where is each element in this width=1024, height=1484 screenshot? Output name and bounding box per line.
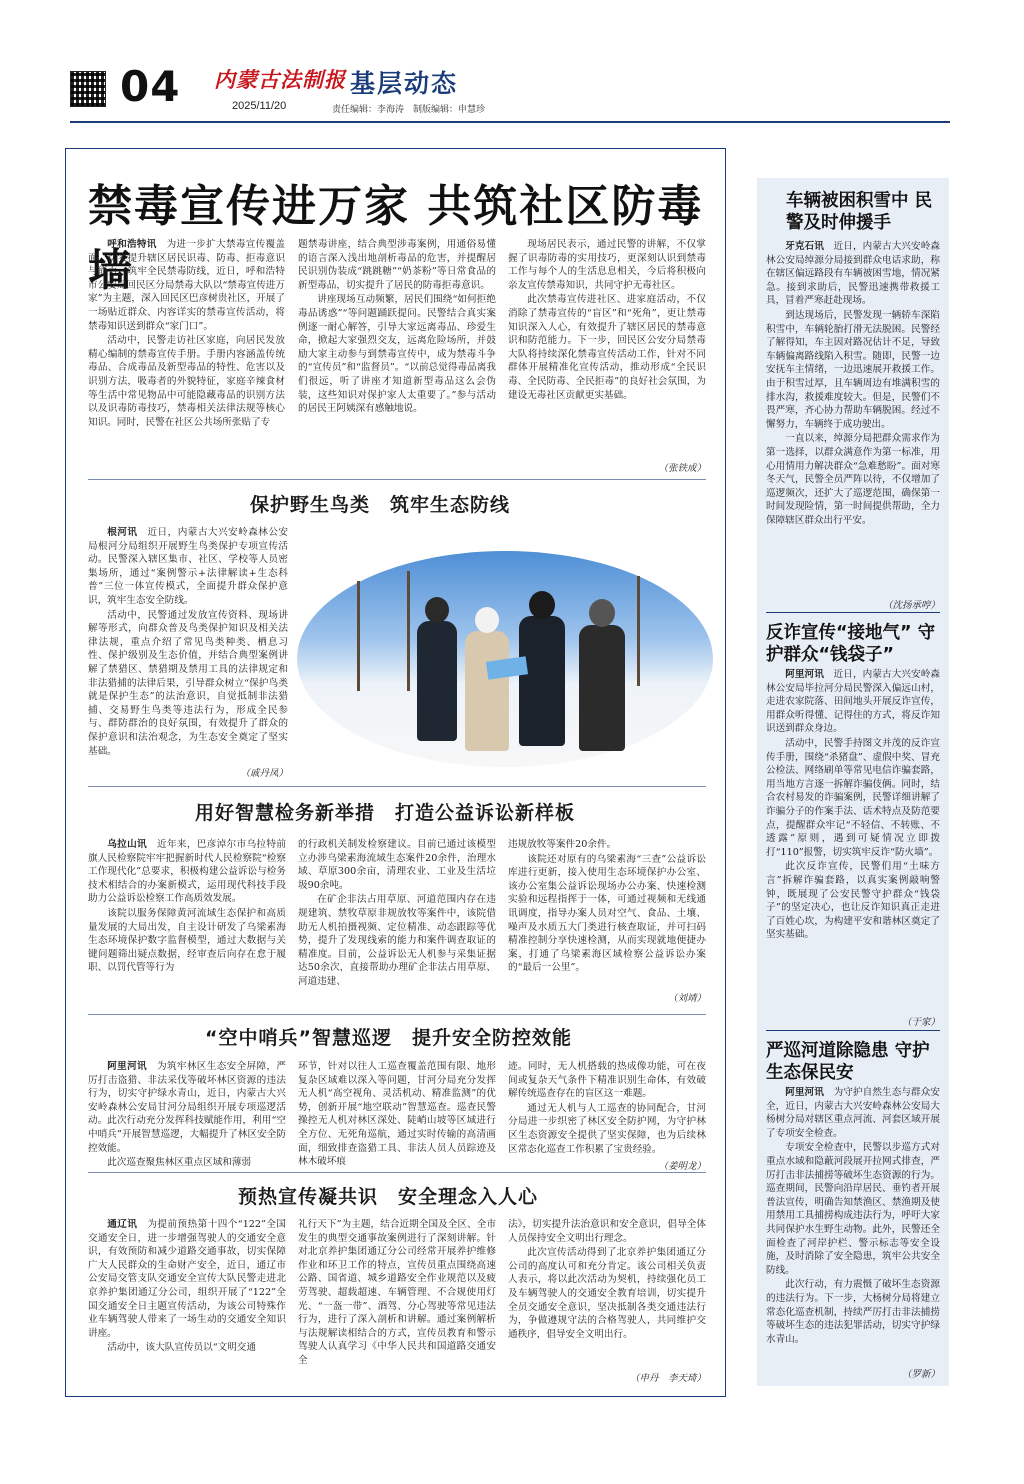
paragraph: 活动中，民警手持图文并茂的反诈宣传手册，围绕“杀猪盘”、虚假中奖、冒充公检法、网络刷单等常见电信诈骗套路，用当地方言逐一拆解诈骗伎俩。同时，结合农村易发的诈骗案例，民警详细讲解了诈骗分子的作案手法、话术特点及防范要点，提醒群众牢记“不轻信、不转账、不透露”原则，遇到可疑情况立即拨打“110”报警，切实筑牢反诈“防火墙”。 bbox=[766, 737, 940, 858]
paragraph: 为提前预热第十四个“122”全国交通安全日，进一步增强驾驶人的交通安全意识，有效预防和减少道路交通事故，切实保障广大人民群众的生命财产安全，近日，通辽市公安局交管支队交通安全宣传大队民警走进北京养护集团通辽分公司，组织开展了“122”全国交通安全日主题宣传活动，为该公司特殊作业车辆驾驶人带来了一场生动的交通安全知识讲座。 bbox=[88, 1219, 286, 1339]
story4-column-3 bbox=[508, 1060, 706, 1156]
paragraph: 讲座现场互动频繁，居民们围绕“如何拒绝毒品诱惑”“等问题踊跃提问。民警结合真实案例逐一耐心解答，引导大家远离毒品、珍爱生命，掀起大家强烈交友，远离危险场所，并鼓励大家主动参与到禁毒宣传中，成为禁毒斗争的“宣传员”和“监督员”。“以前总觉得毒品离我们很远，听了讲座才知道新型毒品这么会伪装，这些知识对保护家人太重要了。”参与活动的居民王阿姨深有感触地说。 bbox=[298, 294, 496, 415]
sidebar-story-3 bbox=[766, 1086, 940, 1366]
paragraph: 在矿企非法占用草原、河道范围内存在违规建筑、禁牧草原非规放牧等案件中，该院借助无人机拍摄视频、定位精准、动态跟踪等优势，提升了发现线索的能力和案件调查取证的精准度。目前，公益诉讼无人机参与采集证据达50余次，直接帮助办理矿企非法占用草原、河道违建、 bbox=[298, 894, 496, 987]
story-body bbox=[88, 526, 289, 757]
sidebar-headline: 反诈宣传“接地气” 守护群众“钱袋子” bbox=[766, 623, 936, 665]
story-headline: “空中哨兵”智慧巡逻 提升安全防控效能 bbox=[205, 1027, 572, 1049]
dateline: 根河讯 bbox=[107, 527, 138, 538]
divider bbox=[766, 612, 940, 613]
police-photo bbox=[297, 551, 713, 767]
paragraph: 该院以服务保障黄河流域生态保护和高质量发展的大局出发，自主设计研发了乌梁素海生态环境保护数字监督模型，通过大数据与关键问题筛出疑点数据，经审查后向存在怠于履职、以罚代管等行为 bbox=[88, 907, 286, 974]
paragraph: 活动中，民警通过发放宣传资料、现场讲解等形式，向群众普及鸟类保护知识及相关法律法规，重点介绍了常见鸟类种类、栖息习性、保护级别及生态价值，并结合典型案例讲解了禁猎区、禁猎期及禁用工具的法律规定和非法猎捕的法律后果，引导群众树立“保护鸟类就是保护生态”的法治意识，自觉抵制非法猎捕、交易野生鸟类等违法行为，形成全民参与、群防群治的良好氛围，有效提升了群众的保护意识和法治观念，为生态安全奠定了坚实基础。 bbox=[88, 609, 288, 757]
resident-figure bbox=[465, 631, 509, 751]
qr-code-icon bbox=[70, 71, 106, 107]
tree-icon bbox=[357, 581, 360, 691]
sidebar-headline: 车辆被困积雪中 民警及时伸援手 bbox=[786, 191, 933, 233]
lead-column-1 bbox=[88, 238, 285, 466]
paragraph: 近日，内蒙古大兴安岭森林公安局绰源分局接到群众电话求助，称在辖区偏远路段有车辆被困雪地，情况紧急。接到求助后，民警迅速携带救援工具，冒着严寒赶赴现场。 bbox=[766, 241, 941, 307]
lead-headline: 禁毒宣传进万家 共筑社区防毒墙 bbox=[88, 181, 704, 296]
story-headline: 预热宣传凝共识 安全理念入人心 bbox=[238, 1186, 539, 1208]
newspaper-name: 内蒙古法制报 bbox=[214, 68, 346, 92]
paragraph: 专项安全检查中，民警以步巡方式对重点水域和隐蔽河段展开拉网式排查，严厉打击非法捕捞等破坏生态资源的行为。巡查期间，民警向沿岸居民、垂钓者开展普法宣传，明确告知禁渔区、禁渔期及使用禁用工具捕捞构成违法行为，呼吁大家共同保护水生野生动物。此外，民警还全面检查了河岸护栏、警示标志等安全设施，及时消除了安全隐患，筑牢公共安全防线。 bbox=[766, 1142, 940, 1276]
resident-head bbox=[475, 607, 499, 633]
paragraph: 到达现场后，民警发现一辆轿车深陷积雪中，车辆轮胎打滑无法脱困。民警经了解得知，车主因对路况估计不足，导致车辆偏离路线陷入积雪。随即，民警一边安抚车主情绪，一边迅速展开救援工作。由于积雪过厚，且车辆周边有堆满积雪的排水沟，救援难度较大。但是，民警们不畏严寒，齐心协力帮助车辆脱困。经过不懈努力，车辆终于成功驶出。 bbox=[766, 309, 940, 430]
story5-column-3 bbox=[508, 1218, 706, 1368]
lead-column-2 bbox=[298, 238, 496, 466]
masthead-rule bbox=[70, 121, 950, 123]
paragraph: 通过无人机与人工巡查的协同配合，甘河分局进一步织密了林区安全防护网，为守护林区生态资源安全提供了坚实保障，也为后续林区常态化巡查工作积累了宝贵经验。 bbox=[508, 1102, 706, 1155]
dateline: 阿里河讯 bbox=[785, 669, 824, 680]
paragraph: 的行政机关制发检察建议。目前已通过该模型立办涉乌梁素海流域生态案件20余件，治理水域、草原300余亩，清理农业、工业及生活垃圾90余吨。 bbox=[298, 839, 496, 891]
paragraph: 此次巡查聚焦林区重点区域和薄弱 bbox=[107, 1157, 252, 1169]
story3-column-1 bbox=[88, 838, 286, 1006]
lead-column-3 bbox=[508, 238, 706, 456]
divider bbox=[88, 479, 706, 480]
paragraph: 近日，内蒙古大兴安岭森林公安局根河分局组织开展野生鸟类保护专项宣传活动。民警深入辖区集市、社区、学校等人员密集场所，通过“案例警示+法律解读+生态科普”三位一体宣传模式，全面提升群众保护意识，筑牢生态安全防线。 bbox=[88, 527, 289, 606]
byline: （申丹 李天琦） bbox=[629, 1373, 706, 1384]
byline: （于家） bbox=[901, 1017, 940, 1028]
byline: （戚丹凤） bbox=[240, 768, 288, 779]
sidebar-story-2 bbox=[766, 668, 940, 1012]
paragraph: 活动中，该大队宣传员以“文明交通 bbox=[107, 1342, 256, 1354]
byline: （张铁成） bbox=[658, 463, 706, 474]
divider bbox=[88, 1014, 706, 1015]
dateline: 呼和浩特讯 bbox=[107, 239, 157, 250]
page-number: 04 bbox=[120, 62, 181, 111]
dateline: 阿里河讯 bbox=[107, 1061, 148, 1072]
byline: （刘靖） bbox=[667, 993, 706, 1004]
paragraph: 此次宣传活动得到了北京养护集团通辽分公司的高度认可和充分肯定。该公司相关负责人表示，将以此次活动为契机，持续强化员工及车辆驾驶人的交通安全教育培训，切实提升全员交通安全意识，坚决抵制各类交通违法行为，争做遵规守法的合格驾驶人，共同维护交通秩序，倡导安全文明出行。 bbox=[508, 1247, 706, 1340]
sidebar-story-1 bbox=[766, 240, 940, 596]
section-title: 基层动态 bbox=[350, 69, 459, 98]
sidebar-headline: 严巡河道除隐患 守护生态保民安 bbox=[766, 1041, 930, 1083]
dateline: 通辽讯 bbox=[107, 1219, 138, 1230]
story5-column-1 bbox=[88, 1218, 286, 1386]
paragraph: 违规放牧等案件20余件。 bbox=[508, 839, 617, 850]
divider bbox=[766, 1030, 940, 1031]
dateline: 牙克石讯 bbox=[785, 241, 824, 252]
tree-icon bbox=[407, 571, 410, 691]
paragraph: 迹。同时，无人机搭载的热成像功能，可在夜间或复杂天气条件下精准识别生命体，有效破解传统巡查存在的盲区这一难题。 bbox=[508, 1061, 706, 1100]
paragraph: 活动中，民警走访社区家庭，向居民发放精心编制的禁毒宣传手册。手册内容涵盖传统毒品、合成毒品及新型毒品的特性、危害以及识别方法，吸毒者的外貌特征，家庭辛辣食材等生活中常见物品中可能隐藏毒品的识别方法以及识毒防毒技巧，禁毒相关法律法规等核心知识。同时，民警在社区公共场所张贴了专 bbox=[88, 335, 285, 428]
story3-column-2 bbox=[298, 838, 496, 1006]
story-headline: 保护野生鸟类 筑牢生态防线 bbox=[250, 494, 511, 516]
paragraph: 为守护自然生态与群众安全，近日，内蒙古大兴安岭森林公安局大杨树分局对辖区重点河流、河套区域开展了专项安全检查。 bbox=[766, 1087, 941, 1139]
paragraph: 该院还对原有的乌梁素海“三查”公益诉讼库进行更新，接入使用生态环境保护办公室、该办公室集公益诉讼现场办公办案、快速检测实验和远程指挥于一体，可通过视频和无线通讯调度，指导办案人员对空气、食品、土壤、噪声及水质五大门类进行核查取证，并可扫码精准控制分享快速检测，从而实现就地便捷办案，打通了乌梁素海区域检察公益诉讼办案的“最后一公里”。 bbox=[508, 853, 706, 974]
resident-figure bbox=[579, 625, 625, 751]
paragraph: 近年来，巴彦淖尔市乌拉特前旗人民检察院牢牢把握新时代人民检察院“检察工作现代化”总要求，积极构建公益诉讼与检务技术相结合的办案新模式，运用现代科技手段助力公益诉讼检察工作高质效发展。 bbox=[88, 839, 287, 905]
paragraph: 此次禁毒宣传进社区、进家庭活动，不仅消除了禁毒宣传的“盲区”和“死角”，更让禁毒知识深入人心，有效提升了辖区居民的禁毒意识和防范能力。下一步，回民区公安分局禁毒大队将持续深化禁毒宣传活动工作，针对不同群体开展精准化宣传活动，推动形成“全民识毒、全民防毒、全民拒毒”的良好社会氛围，为建设无毒社区贡献更实基础。 bbox=[508, 294, 706, 401]
byline: （沈扬承哼） bbox=[882, 600, 940, 611]
story4-column-2 bbox=[298, 1060, 496, 1170]
divider bbox=[88, 786, 706, 787]
paragraph: 近日，内蒙古大兴安岭森林公安局毕拉河分局民警深入偏远山村，走进农家院落、田间地头开展反诈宣传，用群众听得懂、记得住的方式，将反诈知识送到群众身边。 bbox=[766, 669, 941, 735]
paragraph: 此次反诈宣传，民警们用“土味方言”拆解诈骗套路，以真实案例敲响警钟，既展现了公安民警守护群众“钱袋子”的坚定决心，也让反诈知识真正走进了百姓心坎，为构建平安和谐林区奠定了坚实基础。 bbox=[766, 861, 940, 941]
resident-head bbox=[589, 599, 615, 627]
paragraph: 为进一步扩大禁毒宣传覆盖面，切实提升辖区居民识毒、防毒、拒毒意识与能力，筑牢全民禁毒防线，近日，呼和浩特市公安局回民区分局禁毒大队以“禁毒宣传进万家”为主题，深入回民区巴彦树贵社区，开展了一场贴近群众、内容详实的禁毒宣传活动，将禁毒知识送到群众“家门口”。 bbox=[88, 239, 286, 332]
story5-column-2 bbox=[298, 1218, 496, 1386]
byline: （罗新） bbox=[901, 1369, 940, 1380]
officer-figure bbox=[519, 616, 565, 746]
divider bbox=[88, 1172, 706, 1173]
officer-figure bbox=[417, 621, 457, 741]
paragraph: 为筑牢林区生态安全屏障，严厉打击盗猎、非法采伐等破坏林区资源的违法行为，切实守护绿水青山，近日，内蒙古大兴安岭森林公安局甘河分局组织开展专项巡逻活动。此次行动充分发挥科技赋能作用，利用“空中哨兵”开展智慧巡逻，大幅提升了林区安全防控效能。 bbox=[88, 1061, 287, 1154]
officer-head bbox=[529, 591, 555, 619]
dateline: 阿里河讯 bbox=[785, 1087, 824, 1098]
paragraph: 现场居民表示，通过民警的讲解，不仅掌握了识毒防毒的实用技巧，更深刻认识到禁毒工作与每个人的生活息息相关，今后将积极向亲友宣传禁毒知识，共同守护无毒社区。 bbox=[508, 239, 706, 291]
paragraph: 法》，切实提升法治意识和安全意识，倡导全体人员保持安全文明出行理念。 bbox=[508, 1219, 706, 1244]
story4-column-1 bbox=[88, 1060, 286, 1170]
dateline: 乌拉山讯 bbox=[107, 839, 148, 850]
byline: （姜明龙） bbox=[658, 1161, 706, 1172]
officer-head bbox=[425, 597, 449, 623]
story-body-cont bbox=[88, 728, 288, 762]
paragraph: 环节，针对以往人工巡查覆盖范围有限、地形复杂区域难以深入等问题，甘河分局充分发挥无人机“高空视角、灵活机动、精准监测”的优势，创新开展“地空联动”智慧巡查。巡查民警操控无人机对林区深处、陡峭山坡等区域进行全方位、无死角巡航，通过实时传输的高清画面，细致排查盗猎工具、非法人员人员踪迹及林木破坏痕 bbox=[298, 1061, 496, 1168]
tree-icon bbox=[637, 576, 640, 686]
paragraph: 一直以来，绰源分局把群众需求作为第一选择，以群众满意作为第一标准，用心用情用力解决群众“急难愁盼”。面对寒冬天气，民警全员严阵以待，不仅增加了巡逻频次，还扩大了巡逻范围，确保第一时间发现险情，第一时间提供帮助，全力保障辖区群众出行平安。 bbox=[766, 433, 940, 526]
paragraph: 题禁毒讲座，结合典型涉毒案例，用通俗易懂的语言深入浅出地剖析毒品的危害，并提醒居民识别伪装成“跳跳糖”“奶茶粉”等日常食品的新型毒品，切实提升了居民的防毒拒毒意识。 bbox=[298, 239, 496, 291]
issue-date: 2025/11/20 bbox=[232, 100, 287, 112]
story3-column-3 bbox=[508, 838, 706, 1004]
paragraph: 礼行天下”为主题，结合近期全国及全区、全市发生的典型交通事故案例进行了深刻讲解。针对北京养护集团通辽分公司经常开展养护维修作业和环卫工作的特点，宣传员重点围绕高速公路、国省道、城乡道路安全作业规范以及疲劳驾驶、超载超速、车辆管理、不合规使用灯光、“一盔一带”、酒驾、分心驾驶等常见违法行为，进行了深入剖析和讲解。通过案例解析与法规解读相结合的方式，宣传员教育和警示驾驶人认真学习《中华人民共和国道路交通安全 bbox=[298, 1219, 496, 1366]
story-headline: 用好智慧检务新举措 打造公益诉讼新样板 bbox=[195, 802, 576, 824]
paragraph: 此次行动，有力震慑了破坏生态资源的违法行为。下一步，大杨树分局将建立常态化巡查机制，持续严厉打击非法捕捞等破坏生态的违法犯罪活动，切实守护绿水青山。 bbox=[766, 1279, 940, 1345]
editor-credits: 责任编辑：李海涛 制版编辑：申慧珍 bbox=[332, 105, 486, 115]
